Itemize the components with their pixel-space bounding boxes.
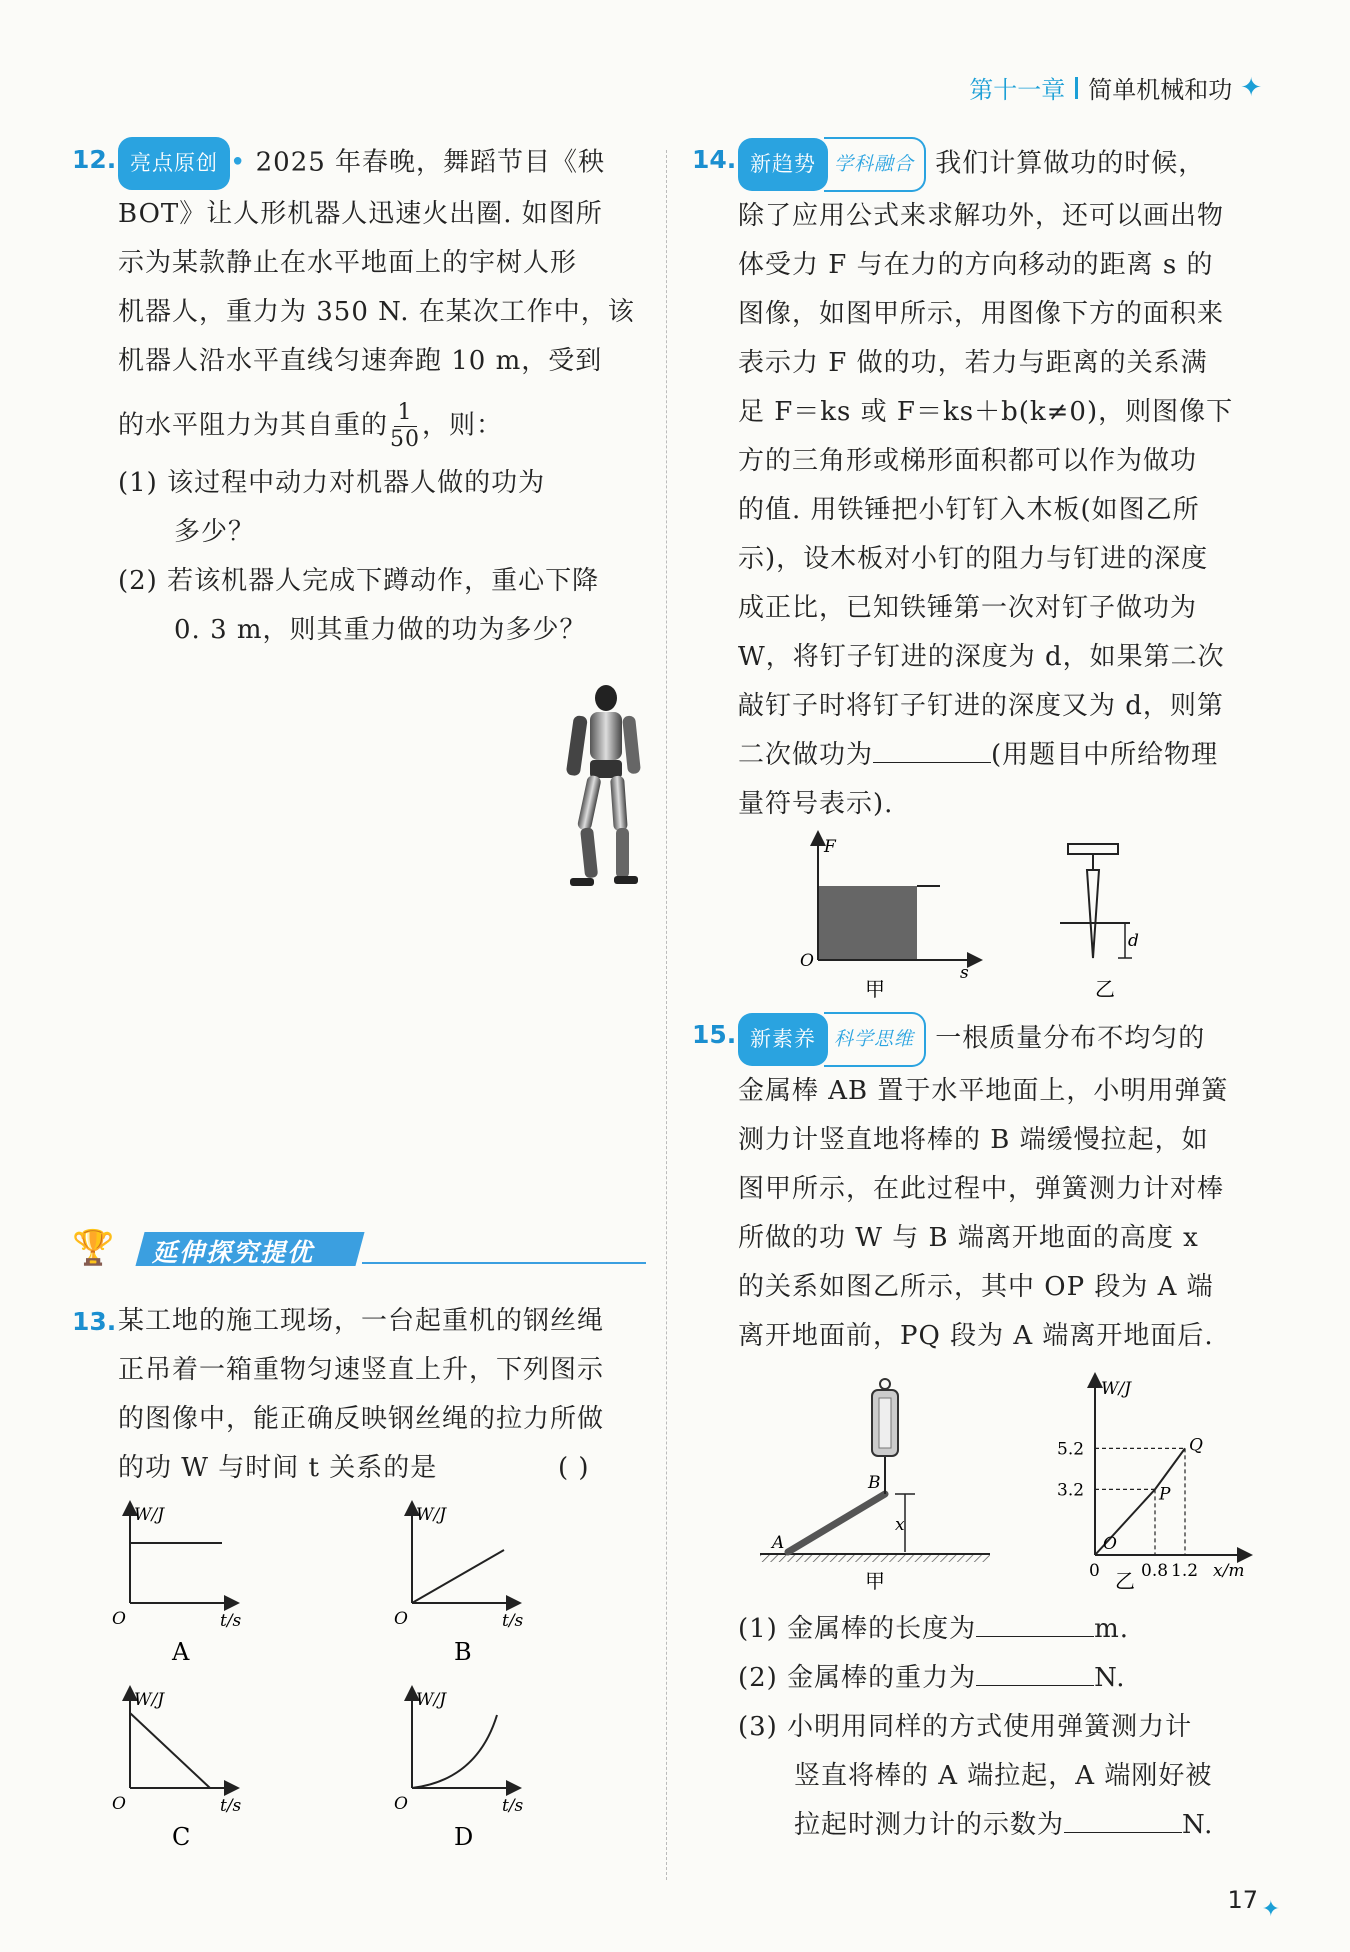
q15-sub3-blank[interactable] [1064, 1802, 1182, 1833]
q14-badge-subject: 学科融合 [824, 137, 926, 192]
axis-label-w: W/J [134, 1690, 165, 1710]
q14-body [738, 137, 1233, 829]
q13-body [118, 1297, 604, 1493]
extension-banner [72, 1228, 646, 1270]
answer-bracket[interactable]: ( ) [558, 1453, 590, 1483]
q15-sub1-blank[interactable] [976, 1606, 1094, 1637]
axis-label-t: t/s [502, 1611, 524, 1631]
sparkle-icon: ✦ [1261, 1897, 1280, 1922]
origin-label: O [112, 1794, 126, 1814]
q14-line: 体受力 F 与在力的方向移动的距离 s 的 [738, 250, 1214, 280]
q14-number: 14. [692, 145, 737, 174]
q12-sub1: (1) 该过程中动力对机器人做的功为 [118, 468, 546, 498]
segment-pq [1155, 1448, 1185, 1489]
fraction [390, 400, 420, 453]
option-label-a: A [172, 1638, 190, 1666]
q15-number: 15. [692, 1020, 737, 1049]
nail-head [1068, 844, 1118, 854]
q12-number: 12. [72, 145, 117, 174]
q12-badge: 亮点原创 [118, 137, 230, 190]
q15-line: 所做的功 W 与 B 端离开地面的高度 x [738, 1223, 1199, 1253]
caption-yi: 乙 [1095, 977, 1115, 1001]
q15-sub2-blank[interactable] [976, 1655, 1094, 1686]
trophy-icon: 🏆 [72, 1228, 115, 1268]
q12-sub2-cont: 0. 3 m，则其重力做的功为多少？ [174, 615, 587, 645]
axis-label-t: t/s [220, 1611, 242, 1631]
sparkle-icon: ✦ [1240, 72, 1262, 103]
axis-label-t: t/s [220, 1796, 242, 1816]
work-height-graph [1057, 1379, 1245, 1581]
q15-sub3: (3) 小明用同样的方式使用弹簧测力计 [738, 1712, 1193, 1742]
rod-setup-figure [760, 1379, 990, 1593]
q15-first-line: 一根质量分布不均匀的 [935, 1023, 1206, 1054]
origin-label: O [112, 1609, 126, 1629]
chapter-title: 简单机械和功 [1088, 76, 1233, 104]
x-tick-0: 0 [1089, 1561, 1100, 1581]
q14-blank-post: (用题目中所给物理 [991, 740, 1219, 770]
axis-label-s: s [960, 963, 969, 983]
option-label-d: D [454, 1823, 474, 1851]
q12-line: BOT》让人形机器人迅速火出圈. 如图所 [118, 199, 603, 229]
metal-rod [788, 1494, 885, 1552]
point-p-label: P [1159, 1484, 1171, 1505]
q15-sub3-cont: 竖直将棒的 A 端拉起，A 端刚好被 [794, 1761, 1213, 1791]
x-tick-0-8: 0.8 [1141, 1561, 1169, 1581]
q15-line: 测力计竖直地将棒的 B 端缓慢拉起，如 [738, 1125, 1209, 1155]
q12-line6-pre: 的水平阻力为其自重的 [118, 410, 389, 441]
q15-sub3-pre: 拉起时测力计的示数为 [794, 1810, 1065, 1840]
q15-sub2-post: N. [1094, 1663, 1126, 1693]
axis-label-w: W/J [416, 1505, 447, 1525]
chapter-label: 第十一章 [969, 76, 1066, 104]
axis-label-f: F [824, 837, 836, 857]
q15-body [738, 1012, 1228, 1361]
graph-option-c[interactable] [112, 1690, 242, 1851]
q12-body: 亮点原创 • 2025 年春晚，舞蹈节目《秧 BOT》让人形机器人迅速火出圈. 如图所 示为某款静止在水平地面上的宇树人形 机器人，重力为 350 N. 在某次工作中，该 机器人沿水平直线匀速奔跑 10 m，受到 的水平阻力为其自重的 $\frac{1}{50}$ ，则： (1) 该过程中动力对机器人做的功为 多少？ (2) 若该机器人完成下蹲动作，重心下降 0. 3 m，则其重力做的功为多少？ [118, 137, 635, 655]
q15-line: 图甲所示，在此过程中，弹簧测力计对棒 [738, 1174, 1225, 1204]
graph-option-d[interactable] [394, 1690, 524, 1851]
q14-line: 方的三角形或梯形面积都可以作为做功 [738, 446, 1198, 476]
q14-line: 除了应用公式来求解功外，还可以画出物 [738, 201, 1225, 231]
rod-end-b-label: B [868, 1473, 881, 1493]
q12-line6-post: ，则： [422, 410, 504, 441]
q13-line: 某工地的施工现场，一台起重机的钢丝绳 [118, 1306, 605, 1336]
axis-label-t: t/s [502, 1796, 524, 1816]
page-number: 17 [1227, 1886, 1258, 1914]
q14-last-line: 量符号表示). [738, 789, 894, 819]
origin-label: O [800, 951, 814, 971]
q14-figures [790, 830, 1150, 1010]
caption-jia: 甲 [865, 977, 885, 1001]
y-tick-5-2: 5.2 [1057, 1439, 1085, 1460]
fraction-numerator: 1 [394, 400, 417, 427]
robot-illustration [560, 680, 650, 890]
q14-answer-blank[interactable] [873, 732, 991, 763]
q15-sub3-post: N. [1182, 1810, 1214, 1840]
column-divider [666, 150, 667, 1880]
axis-label-w: W/J [134, 1505, 165, 1525]
axis-label-x: x/m [1213, 1561, 1245, 1581]
q14-line: 的值. 用铁锤把小钉钉入木板(如图乙所 [738, 495, 1200, 525]
q14-line: 图像，如图甲所示，用图像下方的面积来 [738, 299, 1225, 329]
q12-line: 机器人沿水平直线匀速奔跑 10 m，受到 [118, 346, 603, 376]
q14-line: W，将钉子钉进的深度为 d，如果第二次 [738, 642, 1225, 672]
q13-line: 的功 W 与时间 t 关系的是 [118, 1453, 438, 1483]
q12-line: 2025 年春晚，舞蹈节目《秧 [255, 147, 606, 178]
q13-line: 正吊着一箱重物匀速竖直上升，下列图示 [118, 1355, 605, 1385]
q14-badge: 新趋势 [738, 138, 828, 191]
option-label-b: B [454, 1638, 472, 1666]
q12-sub2: (2) 若该机器人完成下蹲动作，重心下降 [118, 566, 600, 596]
q15-sub1-pre: (1) 金属棒的长度为 [738, 1614, 977, 1644]
q15-figures [750, 1370, 1280, 1595]
q15-subquestions [738, 1605, 1213, 1850]
axis-label-w: W/J [1101, 1379, 1132, 1399]
option-label-c: C [172, 1823, 191, 1851]
q14-line: 示)，设木板对小钉的阻力与钉进的深度 [738, 544, 1209, 574]
q14-line: 敲钉子时将钉子钉进的深度又为 d，则第 [738, 691, 1224, 721]
q13-number: 13. [72, 1307, 117, 1336]
axis-label-w: W/J [416, 1690, 447, 1710]
height-x-label: x [895, 1515, 905, 1535]
header-divider [1075, 77, 1078, 99]
point-q-label: Q [1189, 1435, 1203, 1456]
graph-option-b[interactable] [394, 1505, 524, 1666]
q14-line: 成正比，已知铁锤第一次对钉子做功为 [738, 593, 1198, 623]
q14-line: 足 F＝ks 或 F＝ks＋b(k≠0)，则图像下 [738, 397, 1234, 427]
caption-jia: 甲 [865, 1569, 885, 1593]
q12-sub1-cont: 多少？ [174, 517, 256, 547]
q15-line: 的关系如图乙所示，其中 OP 段为 A 端 [738, 1272, 1214, 1302]
graph-option-a[interactable] [112, 1505, 242, 1666]
q15-sub2-pre: (2) 金属棒的重力为 [738, 1663, 977, 1693]
origin-label: O [394, 1609, 408, 1629]
q12-line: 机器人，重力为 350 N. 在某次工作中，该 [118, 297, 635, 327]
fraction-denominator: 50 [390, 427, 421, 452]
q13-graphs [100, 1500, 660, 1870]
q15-badge: 新素养 [738, 1013, 828, 1066]
q15-badge-subject: 科学思维 [824, 1012, 926, 1067]
x-tick-1-2: 1.2 [1171, 1561, 1199, 1581]
origin-label: O [394, 1794, 408, 1814]
q15-line: 离开地面前，PQ 段为 A 端离开地面后. [738, 1321, 1214, 1351]
caption-yi: 乙 [1115, 1569, 1135, 1593]
q14-first-line: 我们计算做功的时候， [935, 148, 1206, 179]
rod-end-a-label: A [772, 1533, 785, 1553]
q15-sub1-post: m. [1094, 1614, 1130, 1644]
nail-shaft [1087, 870, 1099, 958]
q15-line: 金属棒 AB 置于水平地面上，小明用弹簧 [738, 1076, 1229, 1106]
q12-line: 示为某款静止在水平地面上的宇树人形 [118, 248, 578, 278]
y-tick-3-2: 3.2 [1057, 1480, 1085, 1501]
q14-line: 表示力 F 做的功，若力与距离的关系满 [738, 348, 1208, 378]
extension-label: 延伸探究提优 [152, 1238, 315, 1267]
q13-line: 的图像中，能正确反映钢丝绳的拉力所做 [118, 1404, 605, 1434]
q14-blank-pre: 二次做功为 [738, 740, 874, 770]
work-area [819, 886, 917, 959]
page-header [969, 70, 1262, 105]
point-o-label: O [1103, 1534, 1117, 1554]
depth-label-d: d [1128, 931, 1139, 951]
